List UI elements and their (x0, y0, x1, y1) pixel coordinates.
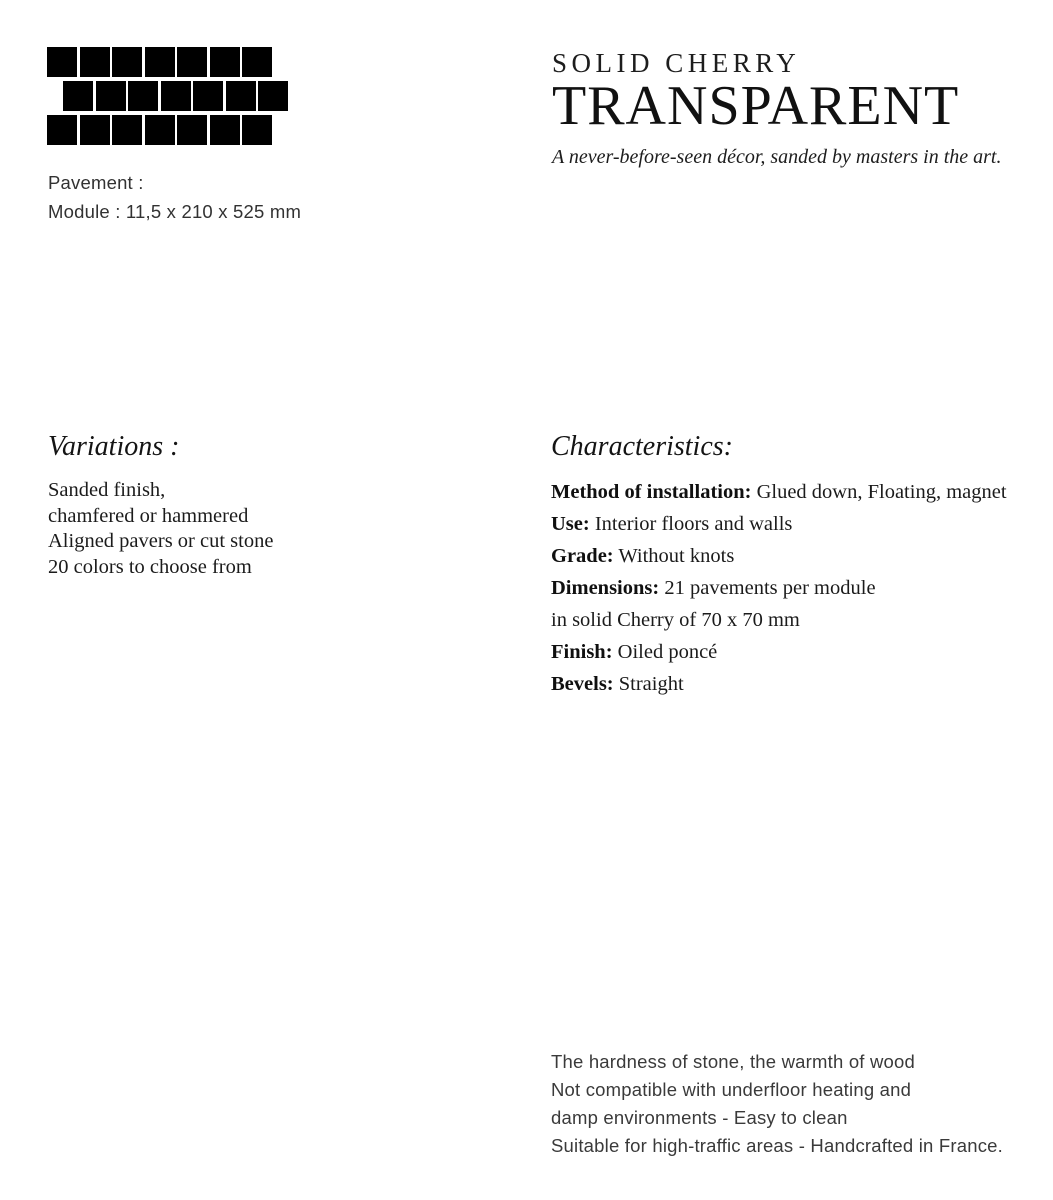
characteristic-value: Without knots (618, 545, 735, 567)
pavement-caption (48, 169, 301, 226)
characteristic-value: Oiled poncé (617, 641, 718, 663)
characteristic-label: Finish: (551, 641, 613, 663)
product-tagline: A never-before-seen décor, sanded by masters in the art. (552, 146, 1002, 168)
pavement-row (47, 47, 288, 77)
characteristic-value: 21 pavements per module (664, 577, 876, 599)
pavement-square (242, 115, 272, 145)
pavement-square (177, 47, 207, 77)
characteristic-label: Method of installation: (551, 481, 752, 503)
characteristic-row (551, 572, 1007, 604)
characteristic-value: Interior floors and walls (594, 513, 793, 535)
pavement-square (96, 81, 126, 111)
variations-heading: Variations : (48, 431, 180, 462)
footnote-line: Suitable for high-traffic areas - Handcrafted in France. (551, 1135, 1003, 1156)
variation-line: Sanded finish, (48, 479, 166, 501)
characteristic-row (551, 508, 1007, 540)
footnote-line: The hardness of stone, the warmth of wood (551, 1051, 916, 1072)
pavement-caption-title: Pavement : (48, 172, 144, 193)
characteristic-label: Dimensions: (551, 577, 660, 599)
characteristic-row (551, 476, 1007, 508)
pavement-square (210, 115, 240, 145)
characteristic-label: Bevels: (551, 673, 614, 695)
characteristic-value: Straight (618, 673, 684, 695)
pavement-square (47, 47, 77, 77)
pavement-row (63, 81, 288, 111)
characteristic-row (551, 636, 1007, 668)
characteristics-list (551, 476, 1007, 700)
characteristic-row (551, 668, 1007, 700)
pavement-square (112, 47, 142, 77)
footnote (551, 1048, 1003, 1160)
variation-line: 20 colors to choose from (48, 555, 252, 578)
variations-section (48, 430, 273, 580)
pavement-module-dimensions: Module : 11,5 x 210 x 525 mm (48, 200, 302, 222)
pavement-square (242, 47, 272, 77)
characteristic-value: Glued down, Floating, magnet (756, 481, 1007, 503)
product-line-title: SOLID CHERRY (552, 48, 801, 78)
characteristic-value: in solid Cherry of 70 x 70 mm (551, 609, 800, 631)
title-block (552, 48, 1002, 169)
pavement-square (63, 81, 93, 111)
pavement-square (161, 81, 191, 111)
pavement-square (128, 81, 158, 111)
characteristic-row (551, 604, 1007, 636)
pavement-square (145, 115, 175, 145)
characteristics-heading: Characteristics: (551, 431, 733, 462)
characteristic-row (551, 540, 1007, 572)
pavement-square (80, 47, 110, 77)
pavement-square (80, 115, 110, 145)
product-name: TRANSPARENT (552, 75, 960, 137)
pavement-square (226, 81, 256, 111)
pavement-square (177, 115, 207, 145)
characteristic-label: Grade: (551, 545, 614, 567)
pavement-square (258, 81, 288, 111)
pavement-square (145, 47, 175, 77)
pavement-square (193, 81, 223, 111)
variation-line: chamfered or hammered (48, 504, 249, 527)
footnote-line: Not compatible with underfloor heating and (551, 1079, 912, 1100)
variations-list (48, 478, 273, 580)
pavement-row (47, 115, 288, 145)
variation-line: Aligned pavers or cut stone (48, 530, 274, 552)
pavement-square (112, 115, 142, 145)
pavement-diagram (47, 47, 288, 145)
characteristics-section (551, 430, 1007, 700)
characteristic-label: Use: (551, 513, 590, 535)
footnote-line: damp environments - Easy to clean (551, 1107, 848, 1128)
pavement-square (210, 47, 240, 77)
pavement-square (47, 115, 77, 145)
